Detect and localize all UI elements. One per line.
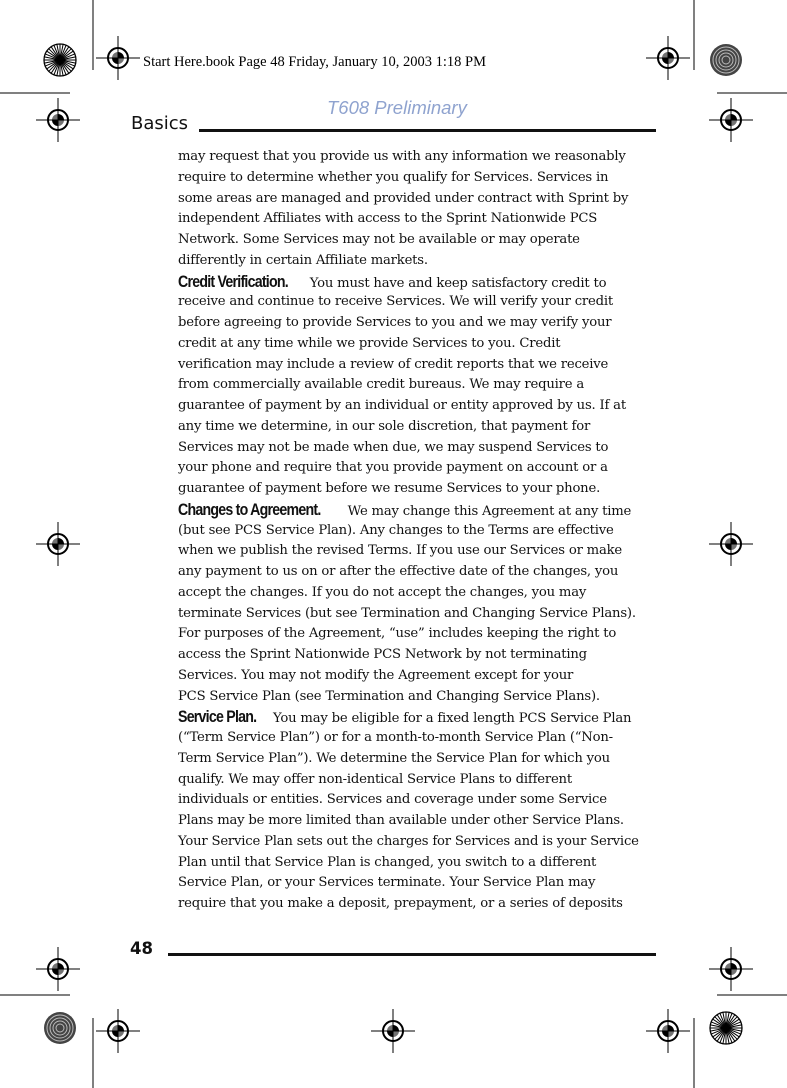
text-line: your phone and require that you provide payment on account or a bbox=[178, 460, 608, 476]
text-line: differently in certain Affiliate markets. bbox=[178, 252, 428, 268]
paragraph-credit-verification bbox=[178, 272, 648, 293]
footer-rule bbox=[168, 953, 656, 956]
text-line: (“Term Service Plan”) or for a month-to-month Service Plan (“Non- bbox=[178, 730, 613, 745]
text-line: You may be eligible for a fixed length PCS Service Plan bbox=[269, 711, 632, 727]
heading-service-plan: Service Plan. bbox=[178, 708, 257, 727]
text-line: Term Service Plan”). We determine the Service Plan for which you bbox=[178, 750, 610, 766]
text-line: require to determine whether you qualify for Services. Services in bbox=[178, 169, 609, 185]
text-line: Network. Some Services may not be available or may operate bbox=[178, 232, 580, 247]
text-line: You must have and keep satisfactory credit to bbox=[305, 275, 607, 291]
text-line: receive and continue to receive Services. We will verify your credit bbox=[178, 294, 613, 310]
text-line: guarantee of payment by an individual or entity approved by us. If at bbox=[178, 398, 626, 413]
text-line: (but see PCS Service Plan). Any changes to the Terms are effective bbox=[178, 522, 614, 538]
text-line: accept the changes. If you do not accept the changes, you may bbox=[178, 584, 587, 600]
running-header-section: Basics bbox=[131, 113, 189, 134]
paragraph-service-plan bbox=[178, 707, 648, 728]
paragraph-changes-to-agreement bbox=[178, 500, 648, 521]
text-line: Your Service Plan sets out the charges for Services and is your Service bbox=[178, 833, 639, 849]
heading-changes-to-agreement: Changes to Agreement. bbox=[178, 500, 321, 519]
text-line: individuals or entities. Services and coverage under some Service bbox=[178, 792, 607, 808]
text-line: some areas are managed and provided under contract with Sprint by bbox=[178, 190, 629, 206]
text-line: Services. You may not modify the Agreement except for your bbox=[178, 667, 574, 683]
text-line: Plan until that Service Plan is changed, you switch to a different bbox=[178, 854, 597, 870]
text-line: before agreeing to provide Services to you and we may verify your bbox=[178, 315, 612, 330]
text-line: independent Affiliates with access to the Sprint Nationwide PCS bbox=[178, 211, 598, 227]
text-line: Service Plan, or your Services terminate. Your Service Plan may bbox=[178, 875, 596, 891]
text-line: Plans may be more limited than available under other Service Plans. bbox=[178, 813, 624, 828]
page-number: 48 bbox=[130, 939, 153, 958]
print-slug: Start Here.book Page 48 Friday, January 10, 2003 1:18 PM bbox=[143, 54, 486, 70]
text-line: may request that you provide us with any information we reasonably bbox=[178, 149, 626, 164]
text-line: qualify. We may offer non-identical Service Plans to different bbox=[178, 771, 572, 787]
body-text bbox=[178, 147, 648, 915]
text-line: terminate Services (but see Termination and Changing Service Plans). bbox=[178, 605, 636, 621]
text-line: guarantee of payment before we resume Services to your phone. bbox=[178, 481, 601, 496]
heading-credit-verification: Credit Verification. bbox=[178, 272, 288, 291]
text-line: access the Sprint Nationwide PCS Network by not terminating bbox=[178, 647, 587, 662]
header-rule bbox=[199, 129, 656, 132]
text-line: any payment to us on or after the effective date of the changes, you bbox=[178, 564, 619, 579]
text-line: Services may not be made when due, we may suspend Services to bbox=[178, 439, 609, 455]
text-line: credit at any time while we provide Services to you. Credit bbox=[178, 335, 561, 351]
text-line: any time we determine, in our sole discretion, that payment for bbox=[178, 418, 591, 434]
text-line: require that you make a deposit, prepayment, or a series of deposits bbox=[178, 896, 623, 911]
text-line: PCS Service Plan (see Termination and Changing Service Plans). bbox=[178, 688, 600, 704]
text-line: For purposes of the Agreement, “use” includes keeping the right to bbox=[178, 626, 617, 642]
preliminary-watermark: T608 Preliminary bbox=[327, 97, 467, 118]
text-line: We may change this Agreement at any time bbox=[343, 503, 632, 519]
text-line: verification may include a review of credit reports that we receive bbox=[178, 356, 609, 372]
text-line: when we publish the revised Terms. If you use our Services or make bbox=[178, 543, 623, 559]
text-line: from commercially available credit bureaus. We may require a bbox=[178, 377, 585, 393]
